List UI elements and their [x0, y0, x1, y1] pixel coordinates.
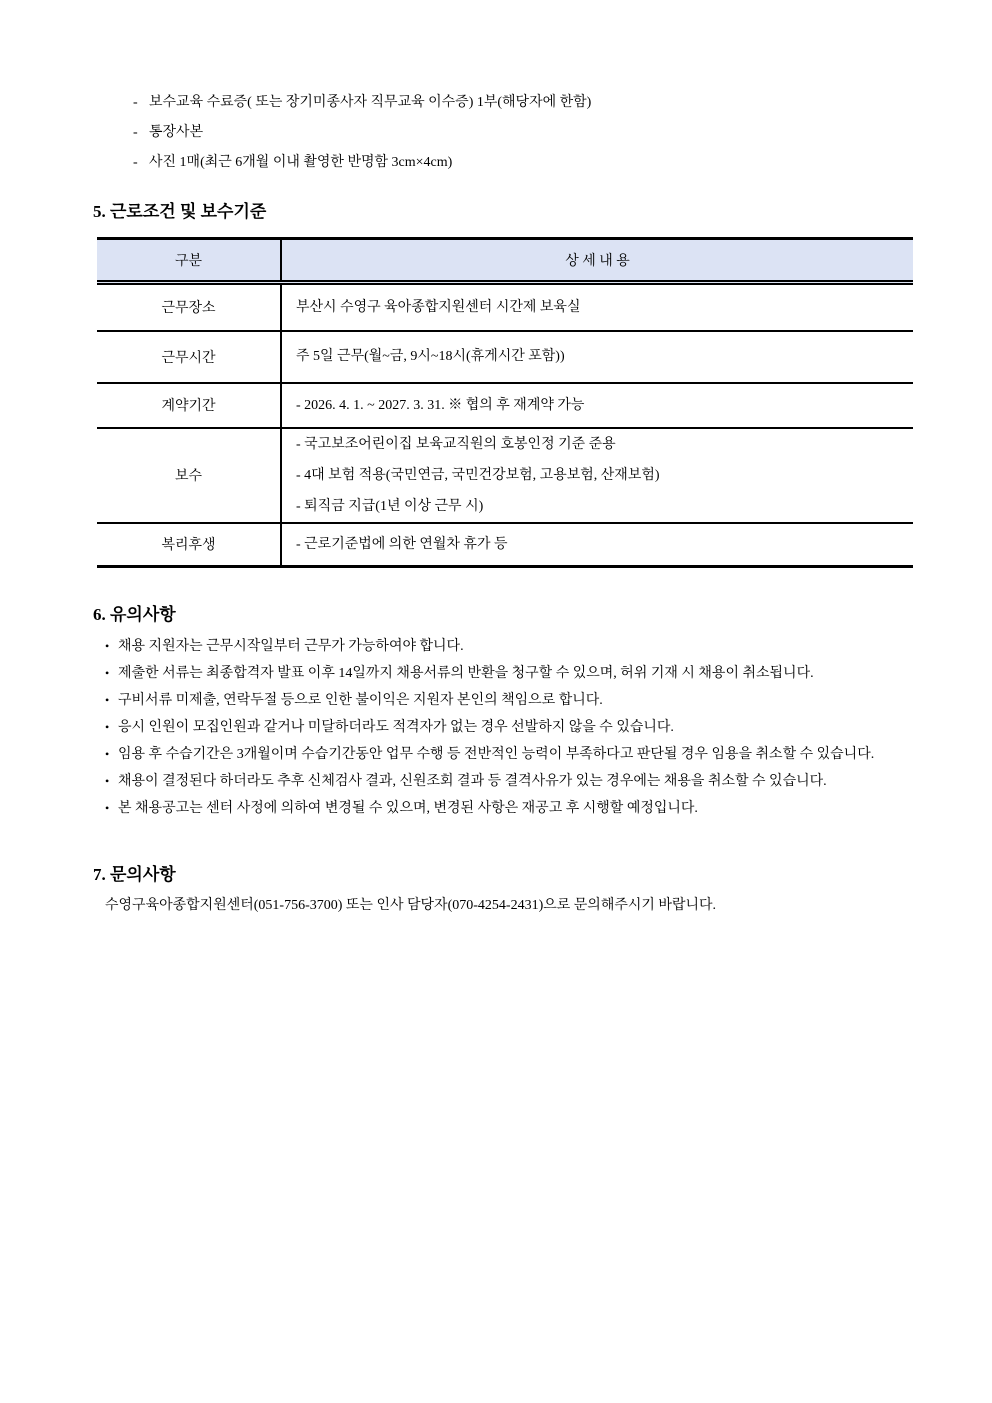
dash-marker: - — [133, 125, 138, 140]
row-label: 근무시간 — [97, 331, 281, 383]
row-label: 복리후생 — [97, 523, 281, 567]
table-header-category: 구분 — [97, 239, 281, 283]
table-row — [97, 383, 913, 428]
notice-text: 응시 인원이 모집인원과 같거나 미달하더라도 적격자가 없는 경우 선발하지 않을 수 있습니다. — [118, 720, 674, 735]
row-content — [281, 428, 913, 523]
attachment-text: 사진 1매(최근 6개월 이내 촬영한 반명함 3cm×4cm) — [149, 155, 453, 170]
table-row — [97, 428, 913, 523]
bullet-marker: • — [105, 747, 110, 761]
section6-title: 6. 유의사항 — [93, 605, 176, 624]
contact-text: 수영구육아종합지원센터(051-756-3700) 또는 인사 담당자(070-4254-2431)으로 문의해주시기 바랍니다. — [105, 898, 717, 913]
content-line: 주 5일 근무(월~금, 9시~18시(휴게시간 포함)) — [296, 349, 565, 364]
content-line: - 4대 보험 적용(국민연금, 국민건강보험, 고용보험, 산재보험) — [296, 467, 660, 483]
row-label: 계약기간 — [97, 383, 281, 428]
list-item — [105, 633, 922, 660]
notice-text: 제출한 서류는 최종합격자 발표 이후 14일까지 채용서류의 반환을 청구할 수 있으며, 허위 기재 시 채용이 취소됩니다. — [118, 666, 814, 681]
attachment-text: 통장사본 — [149, 125, 204, 140]
list-item — [105, 714, 922, 741]
bullet-marker: • — [105, 693, 110, 707]
list-item — [133, 148, 922, 178]
section7-title: 7. 문의사항 — [93, 865, 176, 884]
content-line: - 근로기준법에 의한 연월차 휴가 등 — [296, 536, 508, 552]
bullet-marker: • — [105, 774, 110, 788]
row-content — [281, 331, 913, 383]
attachment-list — [133, 88, 922, 178]
list-item — [133, 88, 922, 118]
dash-marker: - — [133, 95, 138, 110]
content-line: - 2026. 4. 1. ~ 2027. 3. 31. ※ 협의 후 재계약 가능 — [296, 397, 585, 413]
bullet-marker: • — [105, 720, 110, 734]
row-content — [281, 283, 913, 331]
list-item — [105, 741, 922, 768]
section5-title: 5. 근로조건 및 보수기준 — [93, 202, 267, 221]
dash-marker: - — [133, 155, 138, 170]
list-item — [105, 795, 922, 822]
table-header-detail: 상 세 내 용 — [281, 239, 913, 283]
attachment-text: 보수교육 수료증( 또는 장기미종사자 직무교육 이수증) 1부(해당자에 한함) — [149, 95, 592, 110]
table-row — [97, 523, 913, 567]
bullet-marker: • — [105, 801, 110, 815]
list-item — [105, 687, 922, 714]
notice-list — [105, 633, 922, 822]
bullet-marker: • — [105, 666, 110, 680]
row-label: 보수 — [97, 428, 281, 523]
work-conditions-table — [97, 237, 913, 568]
table-row — [97, 331, 913, 383]
content-line: - 국고보조어린이집 보육교직원의 호봉인정 기준 준용 — [296, 436, 616, 452]
table-header-row — [97, 239, 913, 283]
row-content — [281, 523, 913, 567]
notice-text: 본 채용공고는 센터 사정에 의하여 변경될 수 있으며, 변경된 사항은 재공고 후 시행할 예정입니다. — [118, 801, 698, 816]
notice-text: 채용 지원자는 근무시작일부터 근무가 가능하여야 합니다. — [118, 639, 464, 654]
list-item — [133, 118, 922, 148]
content-line: - 퇴직금 지급(1년 이상 근무 시) — [296, 498, 484, 514]
list-item — [105, 768, 922, 795]
row-content — [281, 383, 913, 428]
notice-text: 임용 후 수습기간은 3개월이며 수습기간동안 업무 수행 등 전반적인 능력이 부족하다고 판단될 경우 임용을 취소할 수 있습니다. — [118, 747, 875, 762]
bullet-marker: • — [105, 639, 110, 653]
notice-text: 구비서류 미제출, 연락두절 등으로 인한 불이익은 지원자 본인의 책임으로 합니다. — [118, 693, 603, 708]
table-row — [97, 283, 913, 331]
notice-text: 채용이 결정된다 하더라도 추후 신체검사 결과, 신원조회 결과 등 결격사유가 있는 경우에는 채용을 취소할 수 있습니다. — [118, 774, 827, 789]
list-item — [105, 660, 922, 687]
row-label: 근무장소 — [97, 283, 281, 331]
content-line: 부산시 수영구 육아종합지원센터 시간제 보육실 — [296, 299, 581, 315]
